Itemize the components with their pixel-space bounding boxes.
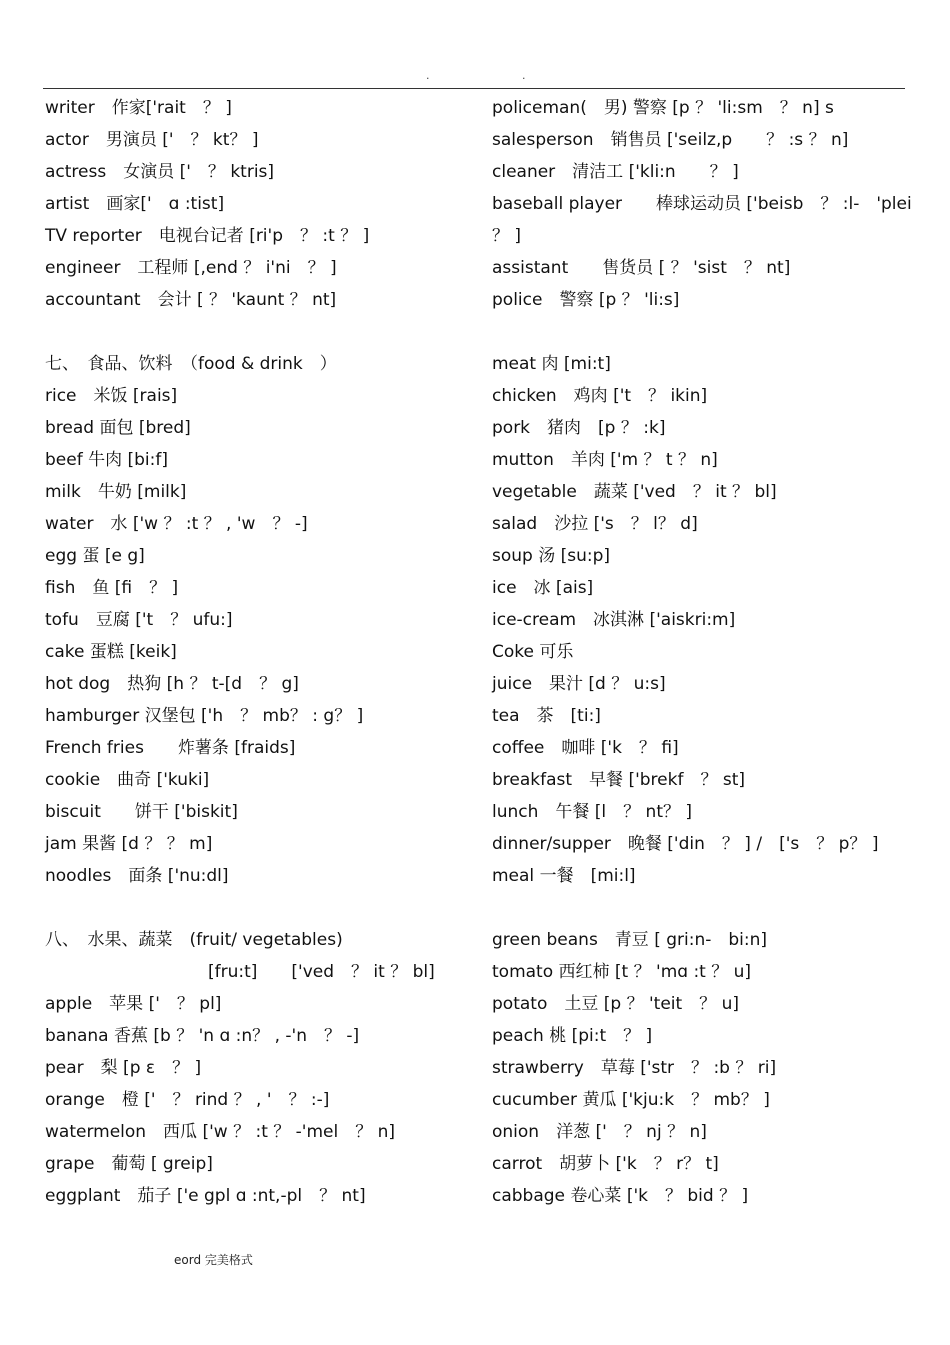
vocab-entry: meal 一餐 [mi:l] xyxy=(492,866,636,886)
vocab-entry: hamburger 汉堡包 ['h ？ mb？ : g？ ] xyxy=(45,706,364,726)
right-column xyxy=(492,92,912,1212)
vocab-entry: hot dog 热狗 [h ？ t-[d ？ g] xyxy=(45,674,299,694)
vocab-entry: juice 果汁 [d ？ u:s] xyxy=(492,674,666,694)
header-dots xyxy=(0,70,950,82)
vocab-entry: salad 沙拉 ['s ？ l？ d] xyxy=(492,514,698,534)
vocab-entry: cookie 曲奇 ['kuki] xyxy=(45,770,210,790)
vocab-entry: cucumber 黄瓜 ['kju:k ？ mb？ ] xyxy=(492,1090,770,1110)
spacer xyxy=(492,892,912,924)
vocab-entry: ice-cream 冰淇淋 ['aiskri:m] xyxy=(492,610,736,630)
vocab-entry: eggplant 茄子 ['e gpl ɑ :nt,-pl ？ nt] xyxy=(45,1186,366,1206)
vocab-entry: French fries 炸薯条 [fraids] xyxy=(45,738,296,758)
left-column xyxy=(45,92,475,1212)
vocab-entry: baseball player 棒球运动员 ['beisb ？ :l- 'plei xyxy=(492,194,912,214)
vocab-entry: [fru:t] ['ved ？ it ？ bl] xyxy=(208,962,435,982)
vocab-entry: strawberry 草莓 ['str ？ :b ？ ri] xyxy=(492,1058,777,1078)
vocab-entry: banana 香蕉 [b ？ 'n ɑ :n？ , -'n ？ -] xyxy=(45,1026,360,1046)
vocab-entry: potato 土豆 [p ？ 'teit ？ u] xyxy=(492,994,739,1014)
vocab-entry: mutton 羊肉 ['m ？ t ？ n] xyxy=(492,450,718,470)
header-rule xyxy=(43,88,905,89)
vocab-entry: noodles 面条 ['nu:dl] xyxy=(45,866,229,886)
vocab-entry: watermelon 西瓜 ['w ？ :t ？ -'mel ？ n] xyxy=(45,1122,396,1142)
vocab-entry: 七、 食品、饮料 （food & drink ） xyxy=(45,354,337,374)
vocab-entry: ？ ] xyxy=(492,226,522,246)
vocab-entry: onion 洋葱 [' ？ nj ？ n] xyxy=(492,1122,707,1142)
vocab-entry: bread 面包 [bred] xyxy=(45,418,191,438)
footer-text: eord 完美格式 xyxy=(174,1253,253,1267)
vocab-entry: writer 作家['rait ？ ] xyxy=(45,98,232,118)
vocab-entry: beef 牛肉 [bi:f] xyxy=(45,450,168,470)
vocab-entry: fish 鱼 [fi ？ ] xyxy=(45,578,179,598)
vocab-entry: cleaner 清洁工 ['kli:n ？ ] xyxy=(492,162,739,182)
vocab-entry: rice 米饭 [rais] xyxy=(45,386,178,406)
vocab-entry: apple 苹果 [' ？ pl] xyxy=(45,994,222,1014)
vocab-entry: actor 男演员 [' ？ kt？ ] xyxy=(45,130,259,150)
vocab-entry: tofu 豆腐 ['t ？ ufu:] xyxy=(45,610,233,630)
vocab-entry: cake 蛋糕 [keik] xyxy=(45,642,177,662)
vocab-entry: ice 冰 [ais] xyxy=(492,578,594,598)
vocab-entry: lunch 午餐 [l ？ nt？ ] xyxy=(492,802,693,822)
spacer xyxy=(45,316,475,348)
spacer xyxy=(492,316,912,348)
vocab-entry: salesperson 销售员 ['seilz,p ？ :s ？ n] xyxy=(492,130,849,150)
header-dot: . xyxy=(522,69,526,82)
vocab-entry: coffee 咖啡 ['k ？ fi] xyxy=(492,738,679,758)
vocab-entry: orange 橙 [' ？ rind ？ , ' ？ :-] xyxy=(45,1090,330,1110)
vocab-entry: breakfast 早餐 ['brekf ？ st] xyxy=(492,770,746,790)
vocab-entry: biscuit 饼干 ['biskit] xyxy=(45,802,238,822)
vocab-entry: tomato 西红柿 [t ？ 'mɑ :t ？ u] xyxy=(492,962,752,982)
vocab-entry: grape 葡萄 [ greip] xyxy=(45,1154,213,1174)
vocab-entry: tea 茶 [ti:] xyxy=(492,706,601,726)
header-dot: . xyxy=(426,69,430,82)
vocab-entry: green beans 青豆 [ gri:n- bi:n] xyxy=(492,930,768,950)
vocab-entry: artist 画家[' ɑ :tist] xyxy=(45,194,225,214)
vocab-entry: chicken 鸡肉 ['t ？ ikin] xyxy=(492,386,708,406)
vocab-entry: pear 梨 [p ε ？ ] xyxy=(45,1058,202,1078)
vocab-entry: accountant 会计 [ ？ 'kaunt ？ nt] xyxy=(45,290,337,310)
vocab-entry: water 水 ['w ？ :t ？ , 'w ？ -] xyxy=(45,514,308,534)
vocab-entry: policeman( 男) 警察 [p ？ 'li:sm ？ n] s xyxy=(492,98,834,118)
vocab-entry: soup 汤 [su:p] xyxy=(492,546,611,566)
vocab-entry: dinner/supper 晚餐 ['din ？ ] / ['s ？ p？ ] xyxy=(492,834,879,854)
vocab-entry: TV reporter 电视台记者 [ri'p ？ :t ？ ] xyxy=(45,226,370,246)
vocab-entry: milk 牛奶 [milk] xyxy=(45,482,187,502)
vocab-entry: cabbage 卷心菜 ['k ？ bid ？ ] xyxy=(492,1186,749,1206)
vocab-entry: carrot 胡萝卜 ['k ？ r？ t] xyxy=(492,1154,719,1174)
vocab-entry: jam 果酱 [d ？ ？ m] xyxy=(45,834,213,854)
vocab-entry: actress 女演员 [' ？ ktris] xyxy=(45,162,275,182)
vocab-entry: egg 蛋 [e g] xyxy=(45,546,145,566)
vocab-entry: police 警察 [p ？ 'li:s] xyxy=(492,290,680,310)
vocab-entry: vegetable 蔬菜 ['ved ？ it ？ bl] xyxy=(492,482,777,502)
vocab-entry: peach 桃 [pi:t ？ ] xyxy=(492,1026,653,1046)
vocab-entry: meat 肉 [mi:t] xyxy=(492,354,611,374)
vocab-entry: assistant 售货员 [ ？ 'sist ？ nt] xyxy=(492,258,791,278)
spacer xyxy=(45,892,475,924)
vocab-entry: 八、 水果、蔬菜 (fruit/ vegetables) xyxy=(45,930,343,950)
vocab-entry: Coke 可乐 xyxy=(492,642,574,662)
vocab-entry: pork 猪肉 [p ？ :k] xyxy=(492,418,666,438)
vocab-entry: engineer 工程师 [,end ？ i'ni ？ ] xyxy=(45,258,337,278)
